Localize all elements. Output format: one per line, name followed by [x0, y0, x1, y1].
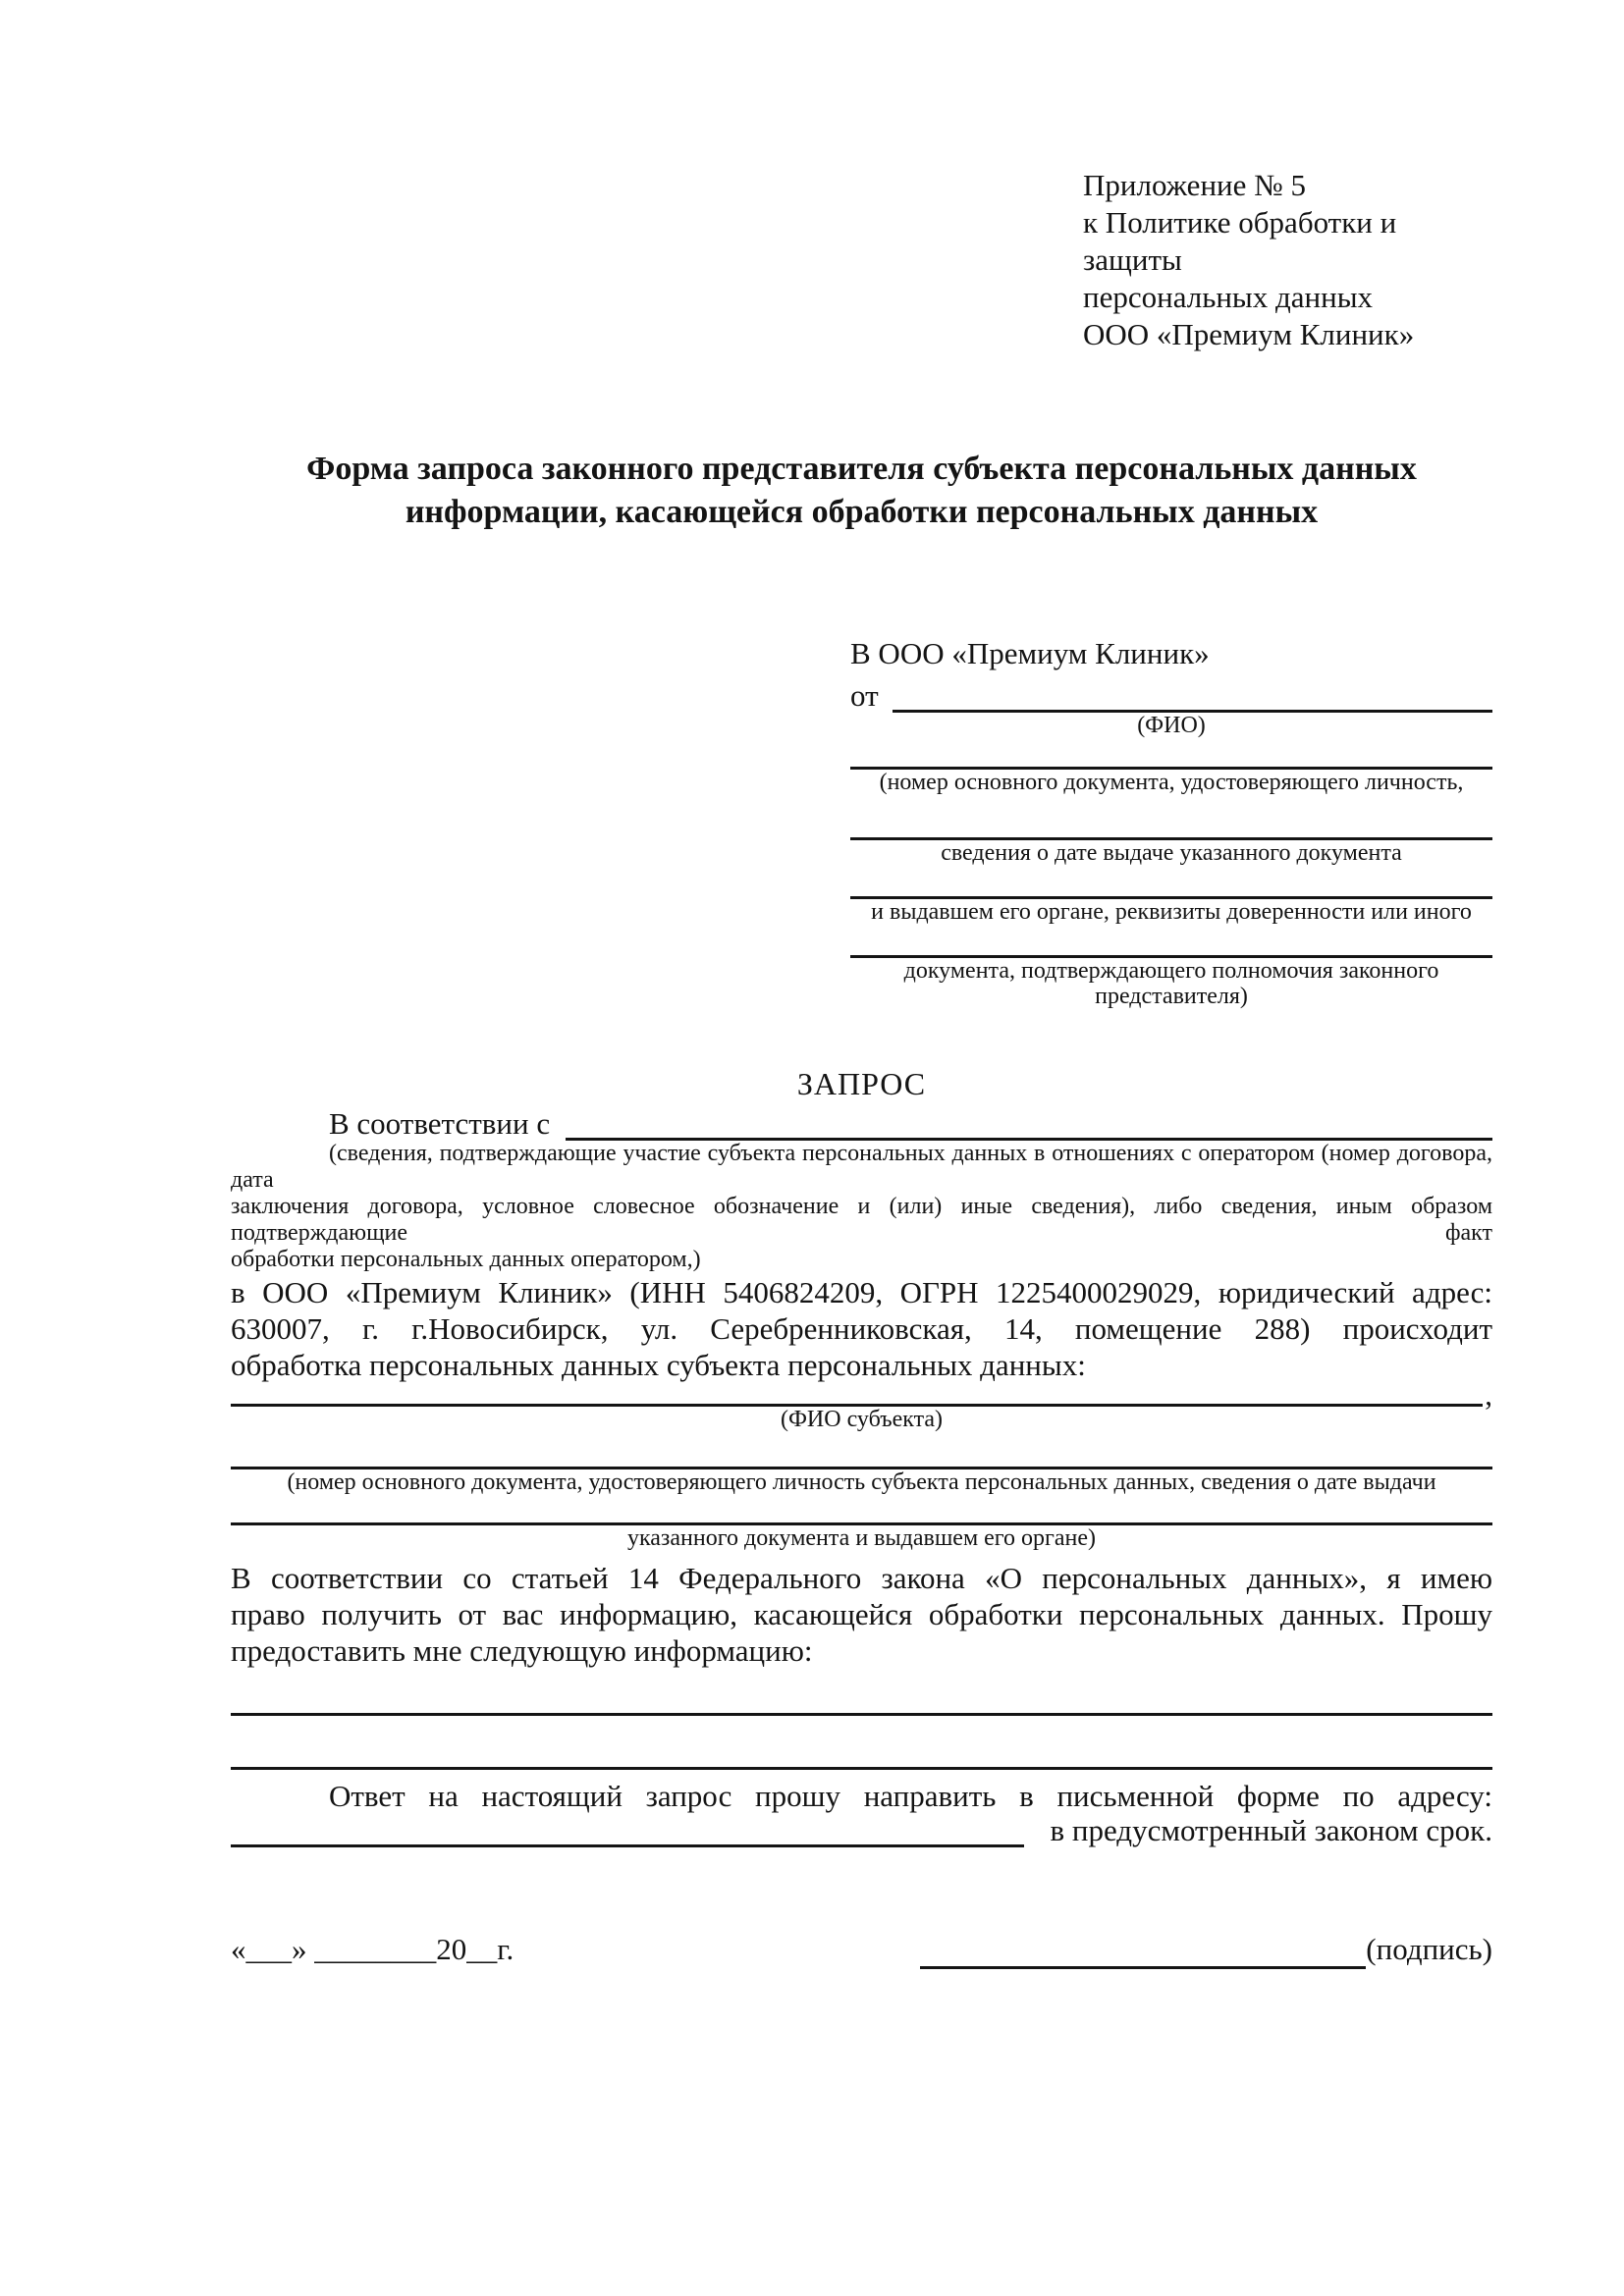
intro-caption: [231, 1141, 1492, 1273]
date-field: «___» ________20__г.: [231, 1932, 514, 1966]
appendix-policy-line2: персональных данных: [1083, 280, 1374, 314]
request-heading: ЗАПРОС: [796, 1066, 927, 1101]
appendix-policy-line: к Политике обработки и защиты: [1083, 205, 1397, 277]
addressee-from-row: [850, 679, 1492, 713]
representative-doc-caption-3: и выдавшем его органе, реквизиты доверенности или иного: [871, 899, 1472, 925]
operator-paragraph: [231, 1274, 1492, 1383]
document-title-line-2: информации, касающейся обработки персональных данных: [405, 494, 1319, 530]
signature-caption: (подпись): [1366, 1932, 1492, 1966]
intro-row: [231, 1107, 1492, 1141]
appendix-number: Приложение № 5: [1083, 168, 1306, 202]
intro-fill-line: [566, 1107, 1492, 1141]
representative-doc-line-3: [850, 866, 1492, 899]
representative-doc-caption-2: сведения о дате выдаче указанного документа: [941, 840, 1402, 866]
footer-row: [231, 1930, 1492, 1969]
subject-doc-line-2: [231, 1495, 1492, 1525]
from-label: от: [850, 678, 879, 713]
answer-blank-line-1: [231, 1669, 1492, 1716]
signature-line: [920, 1937, 1366, 1969]
fio-caption: (ФИО): [1137, 713, 1206, 738]
representative-doc-line-1: [850, 748, 1492, 770]
reply-sentence-line-1: Ответ на настоящий запрос прошу направить в письменной форме по адресу:: [329, 1779, 1492, 1813]
representative-doc-line-4: [850, 925, 1492, 958]
subject-doc-line-1: [231, 1432, 1492, 1469]
subject-line-comma: ,: [1485, 1377, 1492, 1412]
operator-paragraph-line-1: в ООО «Премиум Клиник» (ИНН 5406824209, ОГРН 1225400029029, юридический адрес:: [231, 1275, 1492, 1309]
intro-caption-line-2: заключения договора, условное словесное обозначение и (или) иные сведения), либо сведения, иным образом подтверждающие факт: [231, 1194, 1492, 1246]
intro-caption-line-3: обработки персональных данных оператором,): [231, 1247, 701, 1272]
law-paragraph-line-1: В соответствии со статьей 14 Федерального закона «О персональных данных», я имею: [231, 1561, 1492, 1595]
subject-fio-caption: (ФИО субъекта): [780, 1407, 944, 1432]
from-fill-line: [893, 679, 1492, 713]
document-title-line-1: Форма запроса законного представителя субъекта персональных данных: [306, 451, 1417, 487]
representative-doc-line-2: [850, 795, 1492, 840]
operator-paragraph-line-3: обработка персональных данных субъекта персональных данных:: [231, 1348, 1086, 1382]
answer-blank-line-2: [231, 1716, 1492, 1770]
law-paragraph-line-3: предоставить мне следующую информацию:: [231, 1633, 813, 1668]
intro-caption-line-1: (сведения, подтверждающие участие субъекта персональных данных в отношениях с оператором (номер договора, дата: [231, 1141, 1492, 1193]
representative-doc-caption-4: документа, подтверждающего полномочия законного представителя): [903, 958, 1439, 1009]
signature-group: [920, 1930, 1492, 1969]
reply-address-line: [231, 1814, 1024, 1847]
operator-paragraph-line-2: 630007, г. г.Новосибирск, ул. Серебренниковская, 14, помещение 288) происходит: [231, 1311, 1492, 1346]
intro-prefix: В соответствии с: [329, 1106, 551, 1141]
reply-sentence-row-2: [231, 1814, 1492, 1847]
subject-fio-row: [231, 1377, 1492, 1412]
subject-doc-caption-2: указанного документа и выдавшем его органе): [626, 1525, 1097, 1551]
appendix-header-block: [1083, 167, 1492, 353]
document-title: [231, 448, 1492, 534]
subject-fio-line: [231, 1383, 1483, 1407]
subject-doc-caption-1: (номер основного документа, удостоверяющего личность субъекта персональных данных, сведения о дате выдачи: [287, 1469, 1436, 1495]
law-paragraph: [231, 1560, 1492, 1669]
addressee-block: [850, 632, 1492, 1009]
addressee-to-line: В ООО «Премиум Клиник»: [850, 636, 1210, 670]
reply-sentence-tail: в предусмотренный законом срок.: [1050, 1813, 1492, 1847]
law-paragraph-line-2: право получить от вас информацию, касающейся обработки персональных данных. Прошу: [231, 1597, 1492, 1631]
representative-doc-caption-1: (номер основного документа, удостоверяющего личность,: [879, 770, 1464, 795]
appendix-company-name: ООО «Премиум Клиник»: [1083, 317, 1415, 351]
